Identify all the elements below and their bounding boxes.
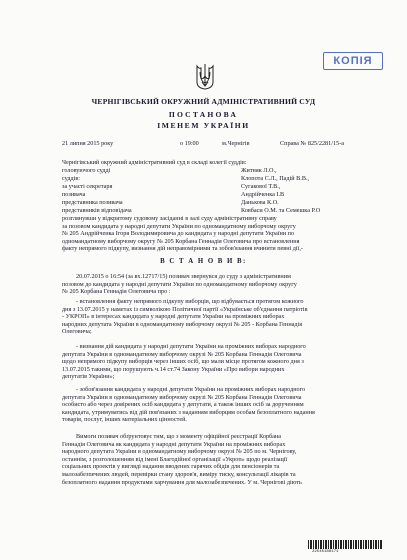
panel-value: Житняк Л.О., (241, 167, 277, 174)
panel-label: представника позивача (62, 199, 123, 206)
claim-item-1 (62, 298, 362, 336)
panel-value: Сугакової Т.В., (241, 183, 281, 190)
text-line: депутата України в одномандатному виборчому окрузі № 205 Корбана Геннадія Олеговича (62, 393, 302, 401)
panel-value: Андрійченка І.В (241, 191, 285, 198)
text-line: малозабезпечених людей, перевірки стану здоров'я, виміру тиску, консультації лікарів та (62, 470, 296, 478)
text-line: - визнання дій кандидата у народні депутати України на проміжних виборах народного (76, 343, 306, 350)
text-line: депутата України в одномандатному виборчому окрузі № 205 Корбана Геннадія Олеговича (62, 350, 302, 358)
panel-label: суддів: (62, 175, 81, 182)
panel-label: за участі секретаря (62, 183, 113, 190)
text-line: депутатів України»; (62, 373, 115, 381)
text-line: народного депутата України в одномандатному виборчому окрузі № 205 по м. Чернігову, (62, 448, 297, 456)
text-line: 13.07.2015 такими, що порушують ч.14 ст.74 Закону України «Про вибори народних (62, 365, 285, 373)
decision-time: о 19:00 (180, 140, 199, 147)
document-title: ПОСТАНОВА (168, 110, 239, 119)
panel-intro: Чернігівський окружний адміністративний суд в складі колегії суддів: (62, 159, 247, 166)
text-line: безоплатного надання продуктами харчування для малозабезпечених. У м. Чернігові діють (62, 478, 302, 486)
text-line: - встановлення факту непрямого підкупу виборців, що відбувається протягом кожного (76, 298, 304, 305)
paragraph-claim (62, 273, 362, 296)
text-line: особисто або через довірених осіб кандидата у депутати, а також інших осіб за дорученням (62, 401, 304, 409)
text-line: одномандатному виборчому округу № 205 Корбана Геннадія Олеговича про встановлення (62, 237, 300, 245)
decision-city: м.Чернігів (222, 140, 250, 147)
panel-value: Клопота С.Л., Падій В.В., (241, 175, 310, 182)
court-name: ЧЕРНІГІВСЬКИЙ ОКРУЖНИЙ АДМІНІСТРАТИВНИЙ СУД (91, 97, 316, 106)
barcode (308, 540, 382, 549)
panel-value: Данькова К.О. (241, 199, 279, 206)
text-line: Олеговича; (62, 328, 92, 336)
text-line: факту непрямого підкупу, визнання дій неправомірними та зобов'язання вчинити певні дії,- (62, 245, 303, 253)
text-line: Вимоги позивач обґрунтовує тим, що з моменту офіційної реєстрації Корбана (76, 433, 282, 440)
paragraph-grounds (62, 433, 362, 486)
text-line: кандидата, утримуватись від дій пов'язаних з наданням виборцям особам безоплатного надання (62, 408, 315, 416)
barcode-number: 22545188171 (312, 550, 339, 554)
text-line: останнім, з розголошенням від імені Благодійної організації «Укроп» щодо реалізації (62, 455, 288, 463)
text-line: - УКРОП» в інтересах кандидата у народні депутати України на проміжних виборах (62, 313, 285, 321)
text-line: Геннадія Олеговича як кандидата у народні депутати України на проміжних виборах (62, 440, 286, 448)
text-line: позовом до кандидата у народні депутати України по одномандатному виборчому округу (62, 280, 297, 288)
text-line: народних депутата України в одномандатному виборчому окрузі № 205 - Корбана Геннадія (62, 320, 303, 328)
panel-label: представників відповідача (62, 207, 132, 214)
text-line: - зобов'язання кандидата у народні депутати України на проміжних виборах народного (76, 386, 306, 393)
panel-label: головуючого судді (62, 167, 111, 174)
text-line: щодо непрямого підкупу виборців через інших осіб, що мали місце протягом кожного дня з (62, 358, 304, 366)
copy-stamp: КОПІЯ (323, 52, 383, 70)
claim-item-3 (62, 386, 362, 424)
text-line: за позовом кандидата у народні депутати України по одномандатному виборчому округу (62, 222, 296, 230)
case-number: Справа № 825/2281/15-а (280, 140, 344, 147)
decision-date: 21 липня 2015 року (62, 140, 114, 147)
claim-item-2 (62, 343, 362, 381)
text-line: № 205 Корбана Геннадія Олеговича про : (62, 288, 171, 296)
panel-label: позивача (62, 191, 86, 198)
text-line: дня з 13.07.2015 у наметах із символікою Політичної партії «Українське об'єднання патріотів (62, 305, 308, 313)
section-heading: В С Т А Н О В И В: (160, 258, 247, 265)
panel-value: Ковбаси О.М. та Семешка Р.О (241, 207, 321, 214)
text-line: № 205 Андрійченка Ігоря Володимировича до кандидата у народні депутати України по (62, 230, 295, 238)
document-subtitle: ІМЕНЕМ УКРАЇНИ (157, 121, 250, 130)
trident-emblem-icon (195, 62, 215, 90)
paragraph-intro (62, 215, 362, 253)
text-line: соціальних проектів у вигляді надання вводених гарячих обідів для пенсіонерів та (62, 463, 280, 471)
text-line: 20.07.2015 о 16:54 (за вх.12717/15) позивач звернувся до суду з адміністративним (76, 273, 291, 280)
text-line: товарів, послуг, інших матеріальних цінностей. (62, 416, 187, 424)
text-line: розглянувши у відкритому судовому засіданні в залі суду адміністративну справу (62, 215, 277, 222)
